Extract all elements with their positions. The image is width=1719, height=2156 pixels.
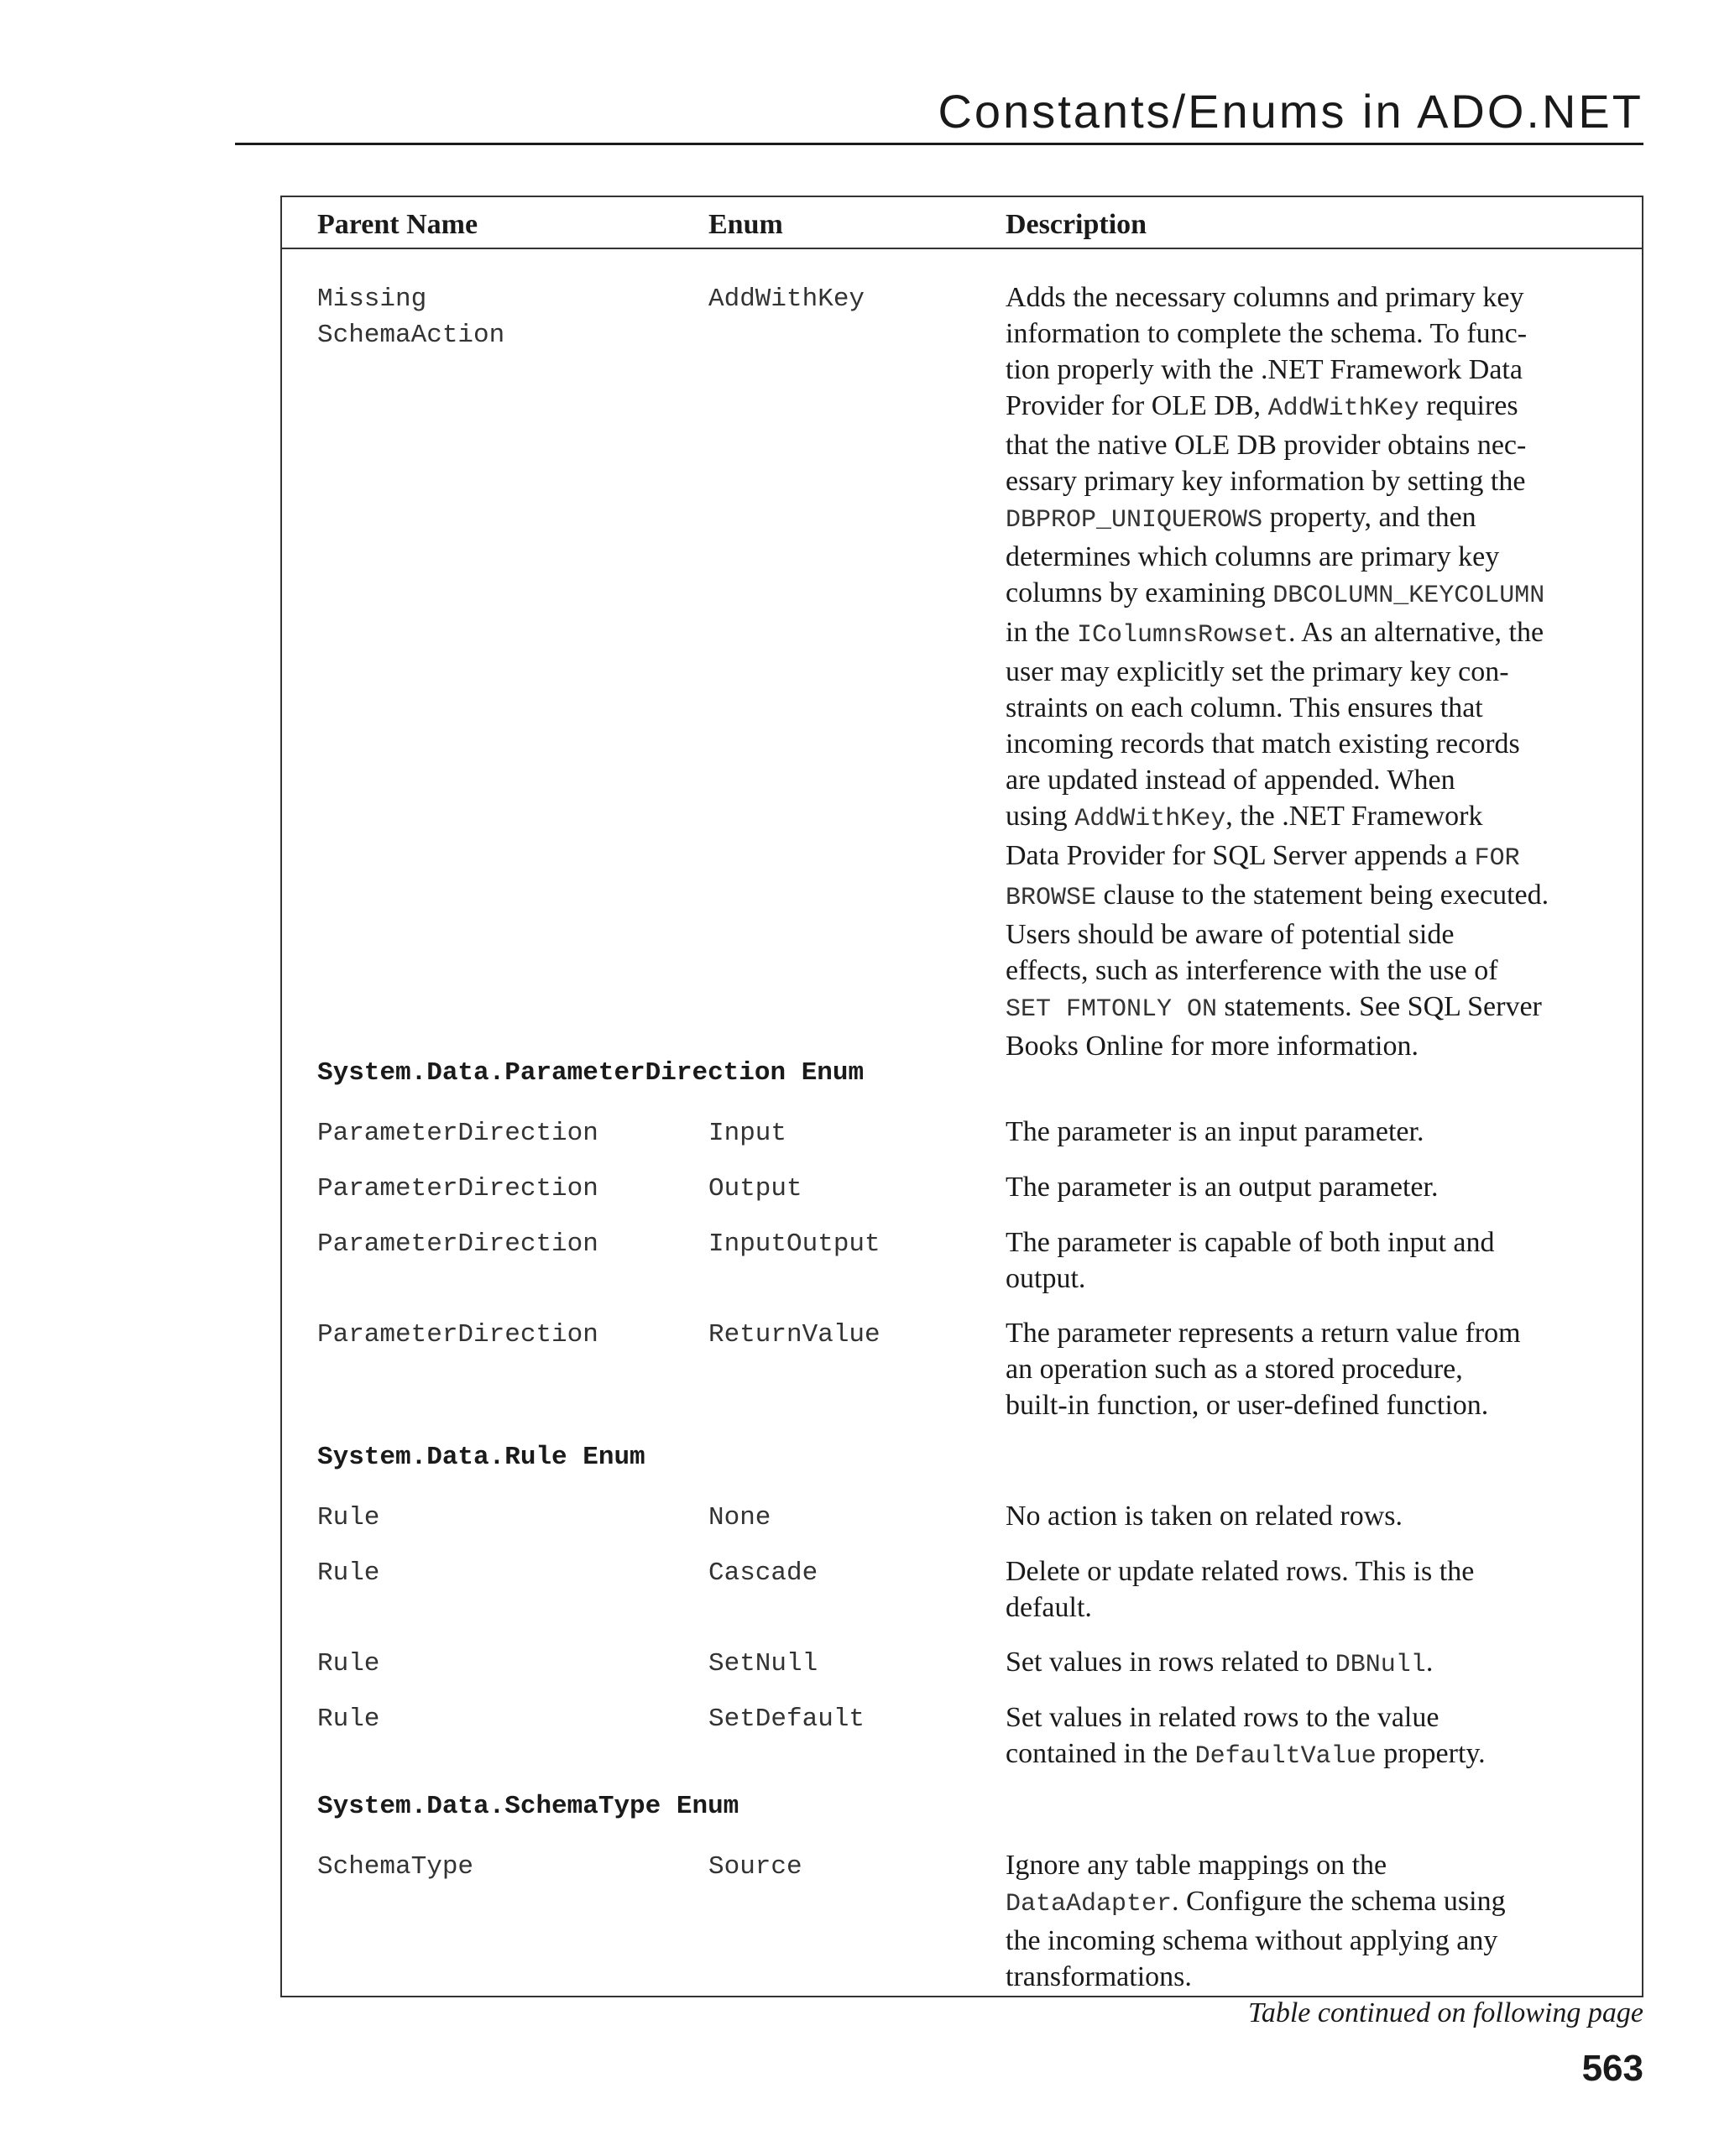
enum-cell: SetDefault (708, 1704, 865, 1734)
inline-text: are updated instead of appended. When (1006, 765, 1455, 796)
column-header-enum: Enum (708, 209, 783, 240)
inline-text: information to complete the schema. To func- (1006, 318, 1528, 349)
inline-text: the incoming schema without applying any (1006, 1925, 1498, 1956)
inline-text: that the native OLE DB provider obtains nec- (1006, 430, 1527, 461)
inline-code: DefaultValue (1194, 1742, 1377, 1771)
enum-cell: ReturnValue (708, 1320, 880, 1349)
parent-name-cell: Missing (317, 285, 427, 314)
inline-code: DBNull (1335, 1651, 1426, 1679)
inline-text: essary primary key information by setting the (1006, 466, 1526, 497)
description-line (1006, 1351, 1627, 1387)
enum-cell: SetNull (708, 1649, 818, 1678)
inline-text: effects, such as interference with the use of (1006, 955, 1498, 986)
description-line (1006, 1553, 1627, 1590)
description-line (1006, 726, 1627, 762)
enum-cell: None (708, 1503, 771, 1532)
inline-code: BROWSE (1006, 884, 1097, 912)
description-line (1006, 427, 1627, 463)
parent-name-cell: Rule (317, 1558, 380, 1588)
parent-name-cell: ParameterDirection (317, 1229, 598, 1259)
column-header-parent-name: Parent Name (317, 209, 478, 240)
inline-text: The parameter is an input parameter. (1006, 1116, 1424, 1147)
inline-text: default. (1006, 1592, 1092, 1623)
inline-text: property. (1376, 1738, 1486, 1769)
section-heading-schema-type: System.Data.SchemaType Enum (317, 1792, 739, 1821)
parent-name-cell-line2: SchemaAction (317, 321, 505, 350)
description-line (1006, 798, 1627, 838)
inline-text: , the .NET Framework (1225, 801, 1483, 832)
description-line (1006, 1644, 1627, 1684)
inline-text: incoming records that match existing records (1006, 728, 1520, 760)
page-header-title: Constants/Enums in ADO.NET (938, 85, 1643, 138)
enum-table (280, 196, 1643, 1997)
description-line (1006, 989, 1627, 1028)
description-cell (1006, 1644, 1627, 1684)
description-line (1006, 499, 1627, 539)
description-line (1006, 1114, 1627, 1150)
description-cell (1006, 1224, 1627, 1297)
page-number: 563 (1581, 2048, 1643, 2089)
description-line (1006, 838, 1627, 877)
inline-text: Users should be aware of potential side (1006, 919, 1455, 950)
header-rule (235, 143, 1643, 145)
description-line (1006, 1315, 1627, 1351)
description-line (1006, 1699, 1627, 1736)
inline-code: IColumnsRowset (1076, 621, 1289, 650)
inline-text: . Configure the schema using (1172, 1886, 1506, 1917)
description-line (1006, 1169, 1627, 1205)
inline-text: in the (1006, 617, 1077, 648)
column-header-description: Description (1006, 209, 1147, 240)
parent-name-cell: SchemaType (317, 1852, 474, 1882)
inline-text: Delete or update related rows. This is the (1006, 1556, 1475, 1587)
enum-cell: InputOutput (708, 1229, 880, 1259)
inline-text: No action is taken on related rows. (1006, 1501, 1403, 1532)
description-line (1006, 1028, 1627, 1064)
inline-text: Ignore any table mappings on the (1006, 1850, 1387, 1881)
description-line (1006, 916, 1627, 953)
description-line (1006, 1847, 1627, 1883)
enum-cell: Source (708, 1852, 802, 1882)
section-heading-rule: System.Data.Rule Enum (317, 1443, 645, 1472)
description-cell (1006, 1315, 1627, 1423)
inline-code: DataAdapter (1006, 1890, 1173, 1918)
description-line (1006, 762, 1627, 798)
inline-text: Books Online for more information. (1006, 1031, 1419, 1062)
inline-code: FOR (1474, 844, 1520, 873)
inline-code: AddWithKey (1267, 394, 1419, 423)
inline-text: Provider for OLE DB, (1006, 390, 1268, 421)
table-continued-note: Table continued on following page (1248, 1997, 1643, 2028)
description-line (1006, 1736, 1627, 1775)
inline-text: output. (1006, 1263, 1086, 1294)
inline-text: The parameter is capable of both input and (1006, 1227, 1495, 1258)
description-cell (1006, 1498, 1627, 1534)
description-line (1006, 1590, 1627, 1626)
description-line (1006, 690, 1627, 726)
enum-cell: Cascade (708, 1558, 818, 1588)
section-heading-parameter-direction: System.Data.ParameterDirection Enum (317, 1058, 865, 1088)
description-line (1006, 388, 1627, 427)
inline-text: using (1006, 801, 1075, 832)
description-line (1006, 1261, 1627, 1297)
inline-text: contained in the (1006, 1738, 1195, 1769)
inline-text: an operation such as a stored procedure, (1006, 1354, 1463, 1385)
inline-text: Set values in rows related to (1006, 1647, 1335, 1678)
inline-text: tion properly with the .NET Framework Data (1006, 354, 1523, 385)
description-cell (1006, 1169, 1627, 1205)
parent-name-cell: ParameterDirection (317, 1119, 598, 1148)
description-line (1006, 614, 1627, 654)
inline-text: straints on each column. This ensures that (1006, 692, 1483, 723)
enum-cell: Output (708, 1174, 802, 1203)
table-header-row (282, 197, 1642, 249)
description-line (1006, 953, 1627, 989)
description-line (1006, 539, 1627, 575)
description-cell (1006, 1847, 1627, 1995)
description-cell (1006, 1699, 1627, 1775)
inline-text: statements. See SQL Server (1217, 991, 1542, 1022)
description-line (1006, 1959, 1627, 1995)
description-line (1006, 1923, 1627, 1959)
description-line (1006, 1498, 1627, 1534)
enum-cell: AddWithKey (708, 285, 865, 314)
description-cell (1006, 1553, 1627, 1626)
description-line (1006, 279, 1627, 316)
inline-text: clause to the statement being executed. (1096, 880, 1549, 911)
description-line (1006, 1387, 1627, 1423)
inline-code: SET FMTONLY ON (1006, 995, 1218, 1024)
inline-text: determines which columns are primary key (1006, 541, 1500, 572)
inline-text: . As an alternative, the (1288, 617, 1544, 648)
inline-text: The parameter is an output parameter. (1006, 1172, 1439, 1203)
inline-text: built-in function, or user-defined function. (1006, 1390, 1489, 1421)
inline-text: Set values in related rows to the value (1006, 1702, 1439, 1733)
description-line (1006, 463, 1627, 499)
description-line (1006, 1883, 1627, 1923)
description-line (1006, 877, 1627, 916)
enum-cell: Input (708, 1119, 787, 1148)
description-line (1006, 575, 1627, 614)
inline-text: Adds the necessary columns and primary key (1006, 282, 1524, 313)
parent-name-cell: ParameterDirection (317, 1174, 598, 1203)
inline-text: requires (1419, 390, 1518, 421)
description-cell (1006, 1114, 1627, 1150)
inline-text: user may explicitly set the primary key con- (1006, 656, 1509, 687)
description-line (1006, 654, 1627, 690)
inline-code: AddWithKey (1074, 805, 1226, 833)
inline-text: . (1425, 1647, 1434, 1678)
inline-text: columns by examining (1006, 577, 1273, 608)
description-line (1006, 1224, 1627, 1261)
parent-name-cell: Rule (317, 1649, 380, 1678)
inline-text: property, and then (1262, 502, 1476, 533)
inline-text: Data Provider for SQL Server appends a (1006, 840, 1475, 871)
inline-text: The parameter represents a return value from (1006, 1318, 1521, 1349)
description-line (1006, 316, 1627, 352)
inline-code: DBPROP_UNIQUEROWS (1006, 506, 1263, 535)
parent-name-cell: Rule (317, 1704, 380, 1734)
description-line (1006, 352, 1627, 388)
parent-name-cell: ParameterDirection (317, 1320, 598, 1349)
inline-code: DBCOLUMN_KEYCOLUMN (1272, 582, 1545, 610)
parent-name-cell: Rule (317, 1503, 380, 1532)
inline-text: transformations. (1006, 1961, 1192, 1992)
description-cell (1006, 279, 1627, 1064)
